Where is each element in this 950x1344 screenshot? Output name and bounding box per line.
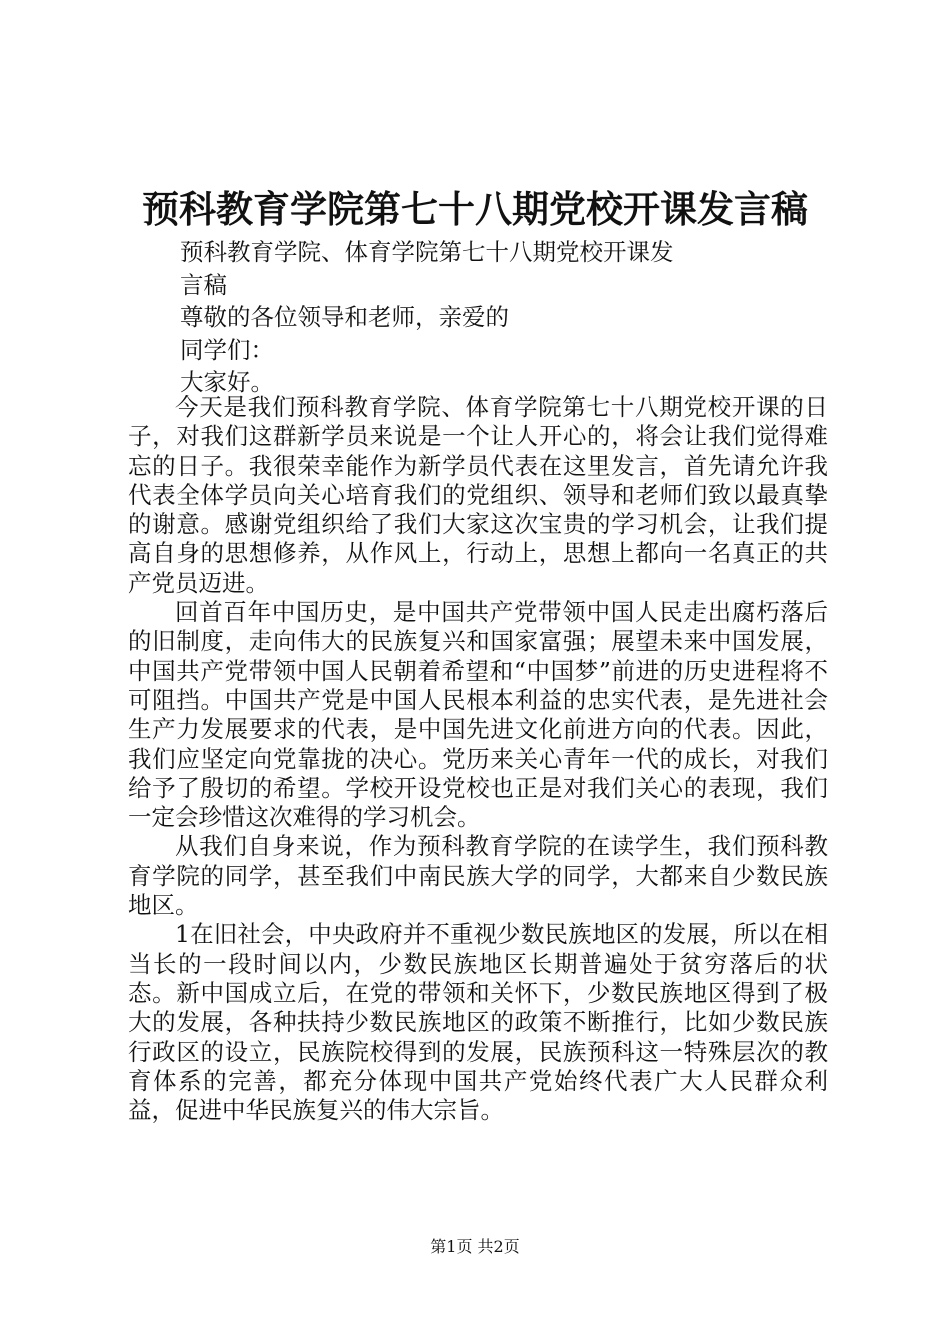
speech-body	[128, 393, 828, 1125]
page-footer: 第1页 共2页	[430, 1237, 520, 1256]
paragraph: 从我们自身来说，作为预科教育学院的在读学生，我们预科教育学院的同学，甚至我们中南民族大学的同学，大都来自少数民族地区。	[128, 832, 828, 920]
salutation-line-1: 尊敬的各位领导和老师，亲爱的	[180, 303, 509, 331]
greeting: 大家好。	[180, 368, 274, 396]
speech-header	[180, 236, 740, 399]
paragraph: 今天是我们预科教育学院、体育学院第七十八期党校开课的日子，对我们这群新学员来说是一个让人开心的，将会让我们觉得难忘的日子。我很荣幸能作为新学员代表在这里发言，首先请允许我代表全体学员向关心培育我们的党组织、领导和老师们致以最真挚的谢意。感谢党组织给了我们大家这次宝贵的学习机会，让我们提高自身的思想修养，从作风上，行动上，思想上都向一名真正的共产党员迈进。	[128, 393, 828, 597]
document-title: 预科教育学院第七十八期党校开课发言稿	[142, 187, 808, 231]
salutation-line-2: 同学们：	[180, 335, 274, 364]
subtitle-line-1: 预科教育学院、体育学院第七十八期党校开课发	[180, 238, 674, 266]
paragraph: 1在旧社会，中央政府并不重视少数民族地区的发展，所以在相当长的一段时间以内，少数民族地区长期普遍处于贫穷落后的状态。新中国成立后，在党的带领和关怀下，少数民族地区得到了极大的发展，各种扶持少数民族地区的政策不断推行，比如少数民族行政区的设立，民族院校得到的发展，民族预科这一特殊层次的教育体系的完善，都充分体现中国共产党始终代表广大人民群众利益，促进中华民族复兴的伟大宗旨。	[128, 920, 828, 1125]
subtitle-line-2: 言稿	[180, 270, 227, 299]
paragraph: 回首百年中国历史，是中国共产党带领中国人民走出腐朽落后的旧制度，走向伟大的民族复兴和国家富强；展望未来中国发展，中国共产党带领中国人民朝着希望和“中国梦”前进的历史进程将不可阻挡。中国共产党是中国人民根本利益的忠实代表，是先进社会生产力发展要求的代表，是中国先进文化前进方向的代表。因此，我们应坚定向党靠拢的决心。党历来关心青年一代的成长，对我们给予了殷切的希望。学校开设党校也正是对我们关心的表现，我们一定会珍惜这次难得的学习机会。	[128, 598, 828, 832]
